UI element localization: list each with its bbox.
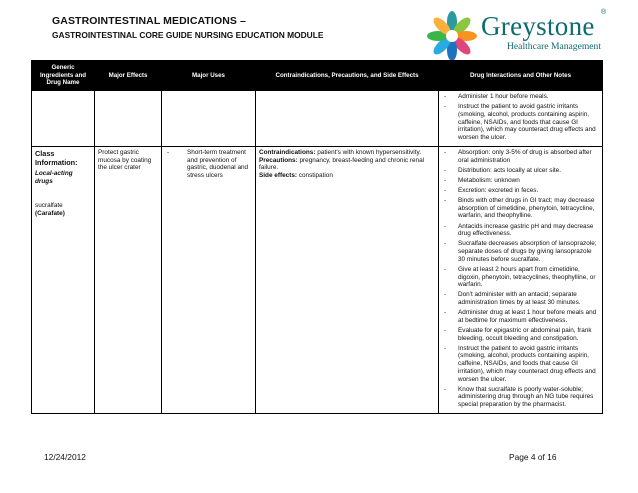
major-uses-text: Short-term treatment and prevention of gastric, duodenal and stress ulcers xyxy=(187,149,249,180)
list-item: - Excretion: excreted in feces. xyxy=(442,187,599,195)
list-item: - Administer 1 hour before meals. xyxy=(442,93,599,101)
brand-drug-name: (Carafate) xyxy=(35,210,65,217)
column-header-uses: Major Uses xyxy=(162,61,256,91)
registered-mark: ® xyxy=(601,9,607,16)
column-header-contraindications: Contraindications, Precautions, and Side Effects xyxy=(256,61,439,91)
generic-drug-name: sucralfate xyxy=(35,202,63,209)
document-title: GASTROINTESTINAL MEDICATIONS – xyxy=(52,15,246,27)
interaction-notes-list xyxy=(442,149,599,409)
side-effects-text: constipation xyxy=(297,172,333,180)
logo-tagline: Healthcare Management xyxy=(507,41,602,52)
list-item: - Absorption: only 3-5% of drug is absorbed after oral administration xyxy=(442,149,599,164)
column-header-effects: Major Effects xyxy=(95,61,162,91)
interactions-cell xyxy=(439,147,603,414)
carryover-row xyxy=(32,91,603,147)
list-item: - Binds with other drugs in GI tract; may decrease absorption of cimetidine, phenytoin, tetracycline, warfarin, and theophylline. xyxy=(442,197,599,220)
list-item: - Instruct the patient to avoid gastric irritants (smoking, alcohol, products containing aspirin, caffeine, NSAIDs, and foods that cause GI irritation), which may counteract drug effects and worsen the ulcer. xyxy=(442,103,599,142)
contraindications-cell xyxy=(256,147,439,414)
footer-page-number: Page 4 of 16 xyxy=(509,452,557,462)
document-subtitle: GASTROINTESTINAL CORE GUIDE NURSING EDUCATION MODULE xyxy=(52,30,324,40)
table-row xyxy=(32,147,603,414)
company-logo xyxy=(425,7,605,65)
list-item: - Sucralfate decreases absorption of lansoprazole; separate doses of drugs by giving lansoprazole 30 minutes before sucralfate. xyxy=(442,240,599,263)
major-effects-cell: Protect gastric mucosa by coating the ulcer crater xyxy=(95,147,162,414)
contraindications-text: patient's with known hypersensitivity. xyxy=(315,149,421,156)
side-effects-label: Side effects: xyxy=(259,172,298,180)
footer-date: 12/24/2012 xyxy=(44,452,86,462)
carryover-notes-list xyxy=(442,93,599,142)
list-item: - Know that sucralfate is poorly water-soluble; administering drug through an NG tube requires special preparation by the pharmacist. xyxy=(442,386,599,409)
column-header-generic: Generic Ingredients and Drug Name xyxy=(32,61,95,91)
list-item: - Don't administer with an antacid; separate administration times by at least 30 minutes. xyxy=(442,291,599,306)
logo-name: Greystone xyxy=(481,11,595,41)
column-header-interactions: Drug Interactions and Other Notes xyxy=(439,61,603,91)
class-heading: Class Information: xyxy=(35,149,78,167)
greystone-flower-logo-icon xyxy=(425,9,479,63)
medication-table xyxy=(31,60,603,414)
carryover-notes-cell xyxy=(439,91,603,147)
list-item: - Give at least 2 hours apart from cimetidine, digoxin, phenytoin, tetracyclines, theophylline, or warfarin. xyxy=(442,266,599,289)
precautions-text: pregnancy, breast-feeding and chronic renal failure. xyxy=(259,156,425,172)
list-item: - Metabolism: unknown xyxy=(442,177,599,185)
uses-dash: - xyxy=(167,149,170,156)
major-uses-cell xyxy=(162,147,256,414)
list-item: - Distribution: acts locally at ulcer site. xyxy=(442,167,599,175)
list-item: - Instruct the patient to avoid gastric irritants (smoking, alcohol, products containing aspirin, caffeine, NSAIDs, and foods that cause GI irritation), which may counteract drug effects and worsen the ulcer. xyxy=(442,345,599,384)
generic-cell xyxy=(32,147,95,414)
class-subheading: Local-acting drugs xyxy=(35,170,73,185)
table-header-row xyxy=(32,61,603,91)
list-item: - Administer drug at least 1 hour before meals and at bedtime for maximum effectiveness. xyxy=(442,309,599,324)
list-item: - Evaluate for epigastric or abdominal pain, frank bleeding, occult bleeding and constipation. xyxy=(442,327,599,342)
precautions-label: Precautions: xyxy=(259,156,298,164)
list-item: - Antacids increase gastric pH and may decrease drug effectiveness. xyxy=(442,223,599,238)
contraindications-label: Contraindications: xyxy=(259,149,316,156)
